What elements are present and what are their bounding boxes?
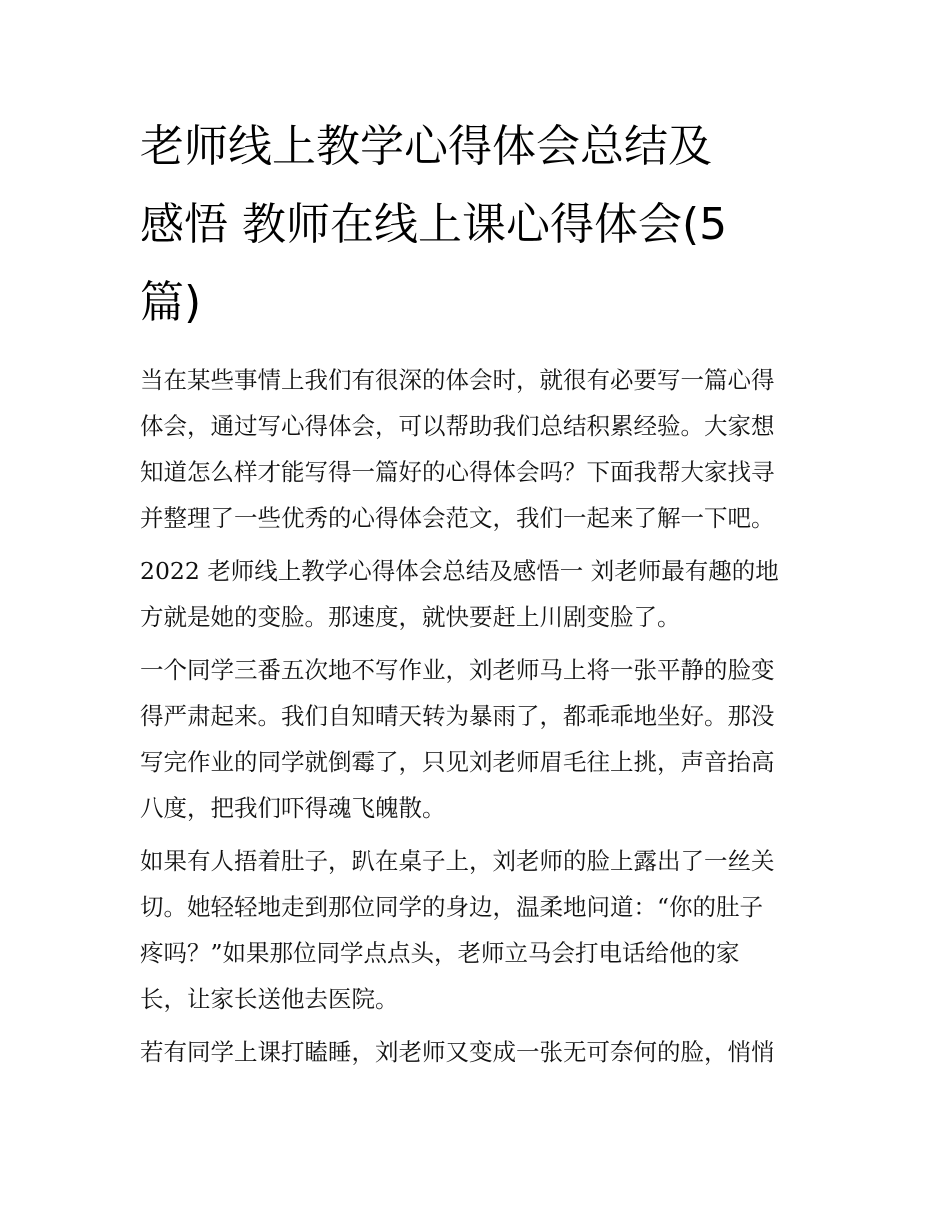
- text-line: 知道怎么样才能写得一篇好的心得体会吗？下面我帮大家找寻: [140, 458, 775, 486]
- document-title: [140, 108, 810, 342]
- text-line: 方就是她的变脸。那速度，就快要赶上川剧变脸了。: [140, 603, 681, 631]
- text-line: 切。她轻轻地走到那位同学的身边，温柔地问道：“你的肚子: [140, 893, 764, 921]
- text-line: 体会，通过写心得体会，可以帮助我们总结积累经验。大家想: [140, 412, 775, 440]
- body-paragraph: [140, 1029, 810, 1075]
- text-line: 若有同学上课打瞌睡，刘老师又变成一张无可奈何的脸，悄悄: [140, 1038, 775, 1066]
- text-line: 八度，把我们吓得魂飞魄散。: [140, 794, 446, 822]
- text-line: 如果有人捂着肚子，趴在桌子上，刘老师的脸上露出了一丝关: [140, 847, 775, 875]
- text-line: 写完作业的同学就倒霉了，只见刘老师眉毛往上挑，声音抬高: [140, 748, 775, 776]
- text-line: 并整理了一些优秀的心得体会范文，我们一起来了解一下吧。: [140, 504, 775, 532]
- body-paragraph: [140, 838, 810, 1022]
- title-line: 老师线上教学心得体会总结及: [140, 121, 712, 172]
- text-line: 2022 老师线上教学心得体会总结及感悟一 刘老师最有趣的地: [140, 557, 779, 585]
- title-line: 篇): [140, 277, 202, 328]
- text-line: 长，让家长送他去医院。: [140, 985, 399, 1013]
- title-line: 感悟 教师在线上课心得体会(5: [140, 199, 728, 250]
- text-line: 疼吗？”如果那位同学点点头，老师立马会打电话给他的家: [140, 939, 740, 967]
- text-line: 当在某些事情上我们有很深的体会时，就很有必要写一篇心得: [140, 366, 775, 394]
- text-line: 一个同学三番五次地不写作业，刘老师马上将一张平静的脸变: [140, 656, 775, 684]
- body-paragraph: [140, 647, 810, 831]
- document-body: [140, 357, 810, 1075]
- text-line: 得严肃起来。我们自知晴天转为暴雨了，都乖乖地坐好。那没: [140, 702, 775, 730]
- intro-paragraph: [140, 357, 810, 541]
- essay-heading-paragraph: [140, 548, 810, 640]
